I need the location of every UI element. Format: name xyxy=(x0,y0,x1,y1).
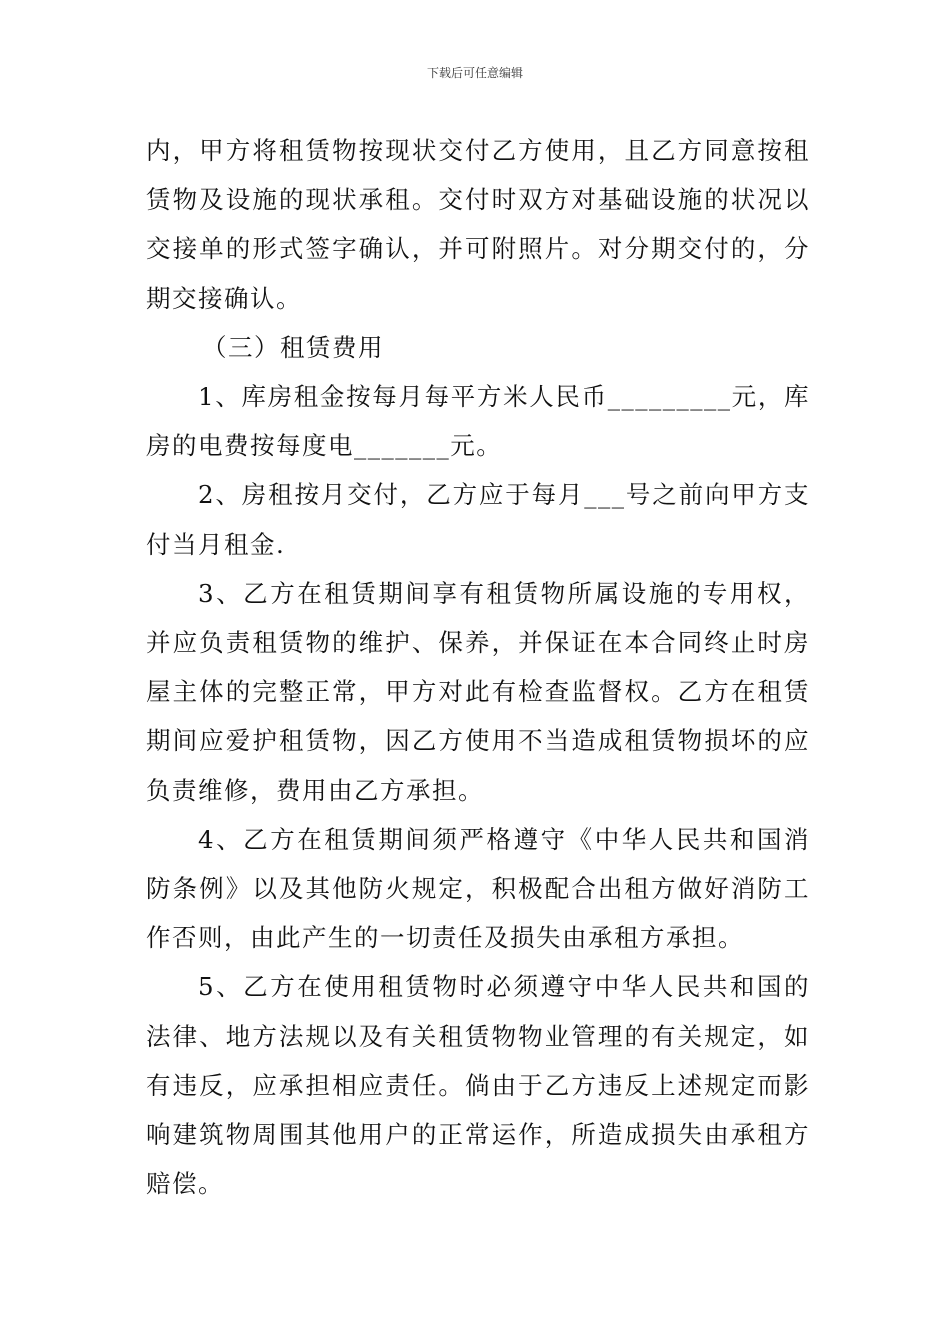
page-header-note: 下载后可任意编辑 xyxy=(426,66,523,80)
section-heading-rental-fees: （三）租赁费用 xyxy=(202,332,384,362)
clause-2-payment-date: 2、房租按月交付，乙方应于每月___号之前向甲方支付当月租金. xyxy=(146,480,810,559)
document-body xyxy=(146,126,810,1208)
clause-5-legal-compliance: 5、乙方在使用租赁物时必须遵守中华人民共和国的法律、地方法规以及有关租赁物物业管理的有关规定，如有违反，应承担相应责任。倘由于乙方违反上述规定而影响建筑物周围其他用户的正常运作，所造成损失由承租方赔偿。 xyxy=(146,972,810,1199)
clause-4-fire-safety: 4、乙方在租赁期间须严格遵守《中华人民共和国消防条例》以及其他防火规定，积极配合出租方做好消防工作否则，由此产生的一切责任及损失由承租方承担。 xyxy=(146,824,810,953)
clause-1-rent-rate: 1、库房租金按每月每平方米人民币_________元，库房的电费按每度电_______元。 xyxy=(146,382,810,461)
clause-3-maintenance: 3、乙方在租赁期间享有租赁物所属设施的专用权，并应负责租赁物的维护、保养，并保证在本合同终止时房屋主体的完整正常，甲方对此有检查监督权。乙方在租赁期间应爱护租赁物，因乙方使用不当造成租赁物损坏的应负责维修，费用由乙方承担。 xyxy=(146,578,810,805)
paragraph-delivery-terms: 内，甲方将租赁物按现状交付乙方使用，且乙方同意按租赁物及设施的现状承租。交付时双方对基础设施的状况以交接单的形式签字确认，并可附照片。对分期交付的，分期交接确认。 xyxy=(146,136,810,313)
